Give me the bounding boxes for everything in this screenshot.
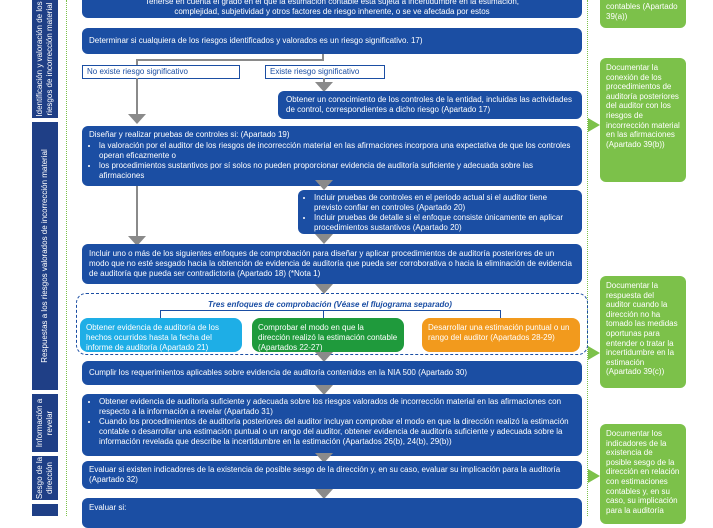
disclosure-bullet-1: • Obtener evidencia de auditoría suficiente y adecuada sobre los riesgos valorados de incorrección material en las afirmaciones con respecto a la información a revelar (Apartado 31) bbox=[99, 397, 575, 417]
option-management-box bbox=[252, 318, 404, 352]
evaluate-box bbox=[82, 498, 582, 528]
three-approaches-title: Tres enfoques de comprobación (Véase el flujograma separado) bbox=[208, 300, 452, 309]
connector-line bbox=[160, 310, 500, 311]
risk-factors-line1: Tenerse en cuenta el grado en el que la estimación contable está sujeta a incertidumbre en la estimación, bbox=[144, 0, 519, 6]
arrow-right-icon bbox=[588, 346, 600, 360]
sidebar-responses bbox=[32, 122, 58, 390]
disclosure-list bbox=[89, 397, 575, 447]
connector-line bbox=[500, 310, 501, 318]
sidebar-information bbox=[32, 394, 58, 452]
significant-risk-label: Existe riesgo significativo bbox=[265, 65, 385, 79]
option-auditor-estimate-box bbox=[422, 318, 580, 352]
note-bias bbox=[600, 424, 686, 524]
sidebar-bias bbox=[32, 456, 58, 500]
sidebar-identification bbox=[32, 0, 58, 118]
arrow-right-icon bbox=[588, 469, 600, 483]
arrow-down-icon bbox=[128, 114, 146, 124]
connector-line bbox=[160, 310, 161, 318]
connector-line bbox=[136, 59, 324, 61]
determine-risk-box bbox=[82, 28, 582, 54]
note-accounting-estimates bbox=[600, 0, 686, 28]
sidebar-information-label: Información a revelar bbox=[35, 398, 54, 448]
include-tests-box bbox=[298, 190, 582, 234]
connector-line bbox=[136, 186, 138, 236]
design-tests-list bbox=[89, 141, 575, 181]
include-tests-list bbox=[304, 193, 576, 233]
design-tests-bullet-1: • la valoración por el auditor de los riesgos de incorrección material en las afirmaciones incorpora una expectativa de que los controles operan eficazmente o bbox=[99, 141, 575, 161]
include-tests-bullet-1: • Incluir pruebas de controles en el periodo actual si el auditor tiene previsto confiar en controles (Apartado 20) bbox=[314, 193, 576, 213]
connector-line bbox=[136, 78, 138, 114]
note-connection-text: Documentar la conexión de los procedimientos de auditoría posteriores del auditor con los riesgos de incorrección material en las afirmaciones (Apartado 39(b)) bbox=[606, 63, 680, 149]
no-significant-risk-label: No existe riesgo significativo bbox=[82, 65, 240, 79]
sidebar-bottom bbox=[32, 504, 58, 516]
option-management-text: Comprobar el modo en que la dirección realizó la estimación contable (Apartados 22-27) bbox=[258, 323, 398, 352]
approach-box bbox=[82, 244, 582, 284]
risk-factors-line2: complejidad, subjetividad y otros factores de riesgo inherente, o se ve afectada por estos bbox=[174, 7, 490, 16]
option-auditor-estimate-text: Desarrollar una estimación puntual o un rango del auditor (Apartados 28-29) bbox=[428, 323, 570, 342]
bias-box bbox=[82, 461, 582, 489]
controls-knowledge-box bbox=[278, 91, 582, 119]
include-tests-bullet-2: • Incluir pruebas de detalle si el enfoque consiste únicamente en aplicar procedimientos sustantivos (Apartado 20) bbox=[314, 213, 576, 233]
bias-text: Evaluar si existen indicadores de la existencia de posible sesgo de la dirección y, en su caso, evaluar su implicación para la auditoría (Apartado 32) bbox=[89, 465, 561, 484]
disclosure-bullet-2: • Cuando los procedimientos de auditoría posteriores del auditor incluyan comprobar el modo en que la dirección realizó la estimación contable o desarrollar una estimación puntual o un rango del auditor, obtener evidencia de auditoría suficiente y adecuada sobre la información revelada que describe la incertidumbre en la estimación (Apartados 26(b), 24(b), 29(b)) bbox=[99, 417, 575, 447]
sidebar-bias-label: Sesgo de la dirección bbox=[35, 456, 54, 500]
note-uncertainty bbox=[600, 276, 686, 388]
arrow-right-icon bbox=[588, 118, 600, 132]
nia500-box bbox=[82, 361, 582, 385]
disclosure-box bbox=[82, 394, 582, 456]
note-uncertainty-text: Documentar la respuesta del auditor cuando la dirección no ha tomado las medidas oportunas para entender o tratar la incertidumbre en la estimación (Apartado 39(c)) bbox=[606, 281, 678, 377]
risk-factors-box bbox=[82, 0, 582, 18]
controls-knowledge-text: Obtener un conocimiento de los controles de la entidad, incluidas las actividades de control, correspondientes a dicho riesgo (Apartado 17) bbox=[286, 95, 572, 114]
connector-line bbox=[323, 310, 324, 318]
sidebar-identification-label: Identificación y valoración de los riesgos de incorrección material bbox=[35, 1, 54, 117]
note-connection bbox=[600, 58, 686, 182]
design-tests-title: Diseñar y realizar pruebas de controles si: (Apartado 19) bbox=[89, 130, 290, 139]
approach-text: Incluir uno o más de los siguientes enfoques de comprobación para diseñar y aplicar procedimientos de auditoría posteriores de un modo que no esté sesgado hacia la obtención de evidencia de auditoría que pueda ser corroborativa o hacia la eliminación de evidencia de auditoría que pueda ser contradictoria (Apartado 18) (*Nota 1) bbox=[89, 249, 572, 278]
sidebar-responses-label: Respuestas a los riesgos valorados de incorrección material bbox=[40, 149, 49, 363]
nia500-text: Cumplir los requerimientos aplicables sobre evidencia de auditoría contenidos en la NIA 500 (Apartado 30) bbox=[89, 368, 467, 377]
option-events-text: Obtener evidencia de auditoría de los hechos ocurridos hasta la fecha del informe de auditoría (Apartado 21) bbox=[86, 323, 219, 352]
arrow-down-icon bbox=[315, 180, 333, 190]
note-bias-text: Documentar los indicadores de la existencia de posible sesgo de la dirección en relación con estimaciones contables y, en su caso, su implicación para la auditoría bbox=[606, 429, 680, 515]
arrow-down-icon bbox=[315, 234, 333, 244]
design-tests-bullet-2: • los procedimientos sustantivos por sí solos no pueden proporcionar evidencia de auditoría suficiente y adecuada sobre las afirmaciones bbox=[99, 161, 575, 181]
determine-risk-text: Determinar si cualquiera de los riesgos identificados y valorados es un riesgo significativo. 17) bbox=[89, 36, 423, 45]
option-events-box bbox=[80, 318, 242, 352]
evaluate-text: Evaluar si: bbox=[89, 503, 127, 512]
design-tests-box bbox=[82, 126, 582, 186]
note-accounting-estimates-text: contables (Apartado 39(a)) bbox=[606, 2, 678, 21]
